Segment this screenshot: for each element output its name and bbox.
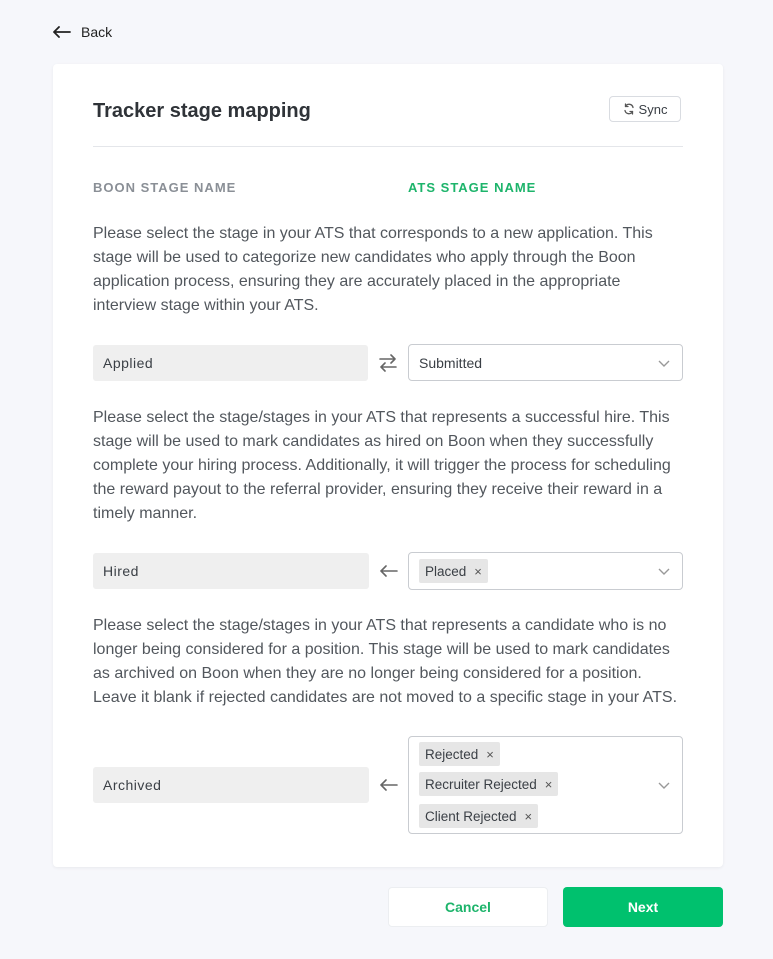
archived-description: Please select the stage/stages in your ATS that represents a candidate who is no longer being considered for a position. This stage will be used to mark candidates as archived on Boon when they are no longer being considered for a position. Leave it blank if rejected candidates are not moved to a specific stage in your ATS. xyxy=(93,617,678,706)
ats-stage-select-hired[interactable] xyxy=(408,552,683,590)
chevron-down-icon xyxy=(658,566,670,576)
chip-recruiter-rejected xyxy=(419,772,558,796)
next-button[interactable]: Next xyxy=(563,887,723,927)
swap-arrows-icon xyxy=(377,352,399,374)
chip-remove-icon[interactable]: × xyxy=(486,746,494,762)
sync-icon xyxy=(623,103,635,115)
boon-column-header: BOON STAGE NAME xyxy=(93,180,237,195)
boon-stage-applied: Applied xyxy=(93,345,368,381)
selected-value: Submitted xyxy=(419,354,483,371)
sync-button[interactable] xyxy=(609,96,681,122)
arrow-left-icon xyxy=(53,26,71,38)
back-label: Back xyxy=(81,24,113,40)
chip-client-rejected xyxy=(419,804,538,828)
ats-column-header: ATS STAGE NAME xyxy=(408,180,537,195)
chip-label: Placed xyxy=(425,563,467,579)
selected-chips xyxy=(419,559,488,583)
chevron-down-icon xyxy=(658,780,670,790)
header-divider xyxy=(93,146,683,147)
cancel-button[interactable]: Cancel xyxy=(388,887,548,927)
sync-label: Sync xyxy=(638,101,668,117)
selected-chips xyxy=(419,742,558,828)
page-title: Tracker stage mapping xyxy=(93,100,311,122)
chevron-down-icon xyxy=(658,358,670,368)
applied-description: Please select the stage in your ATS that corresponds to a new application. This stage will be used to categorize new candidates who apply through the Boon application process, ensuring they are accurately placed in the appropriate interview stage within your ATS. xyxy=(93,225,653,314)
chip-remove-icon[interactable]: × xyxy=(544,776,553,792)
back-link[interactable] xyxy=(53,24,112,40)
hired-description: Please select the stage/stages in your ATS that represents a successful hire. This stage will be used to mark candidates as hired on Boon when they successfully complete your hiring process. Additionally, it will trigger the process for scheduling the reward payout to the referral provider, ensuring they receive their reward in a timely manner. xyxy=(93,409,671,522)
boon-stage-hired: Hired xyxy=(93,553,369,589)
stage-mapping-card xyxy=(53,64,723,867)
chip-remove-icon[interactable]: × xyxy=(524,808,533,824)
ats-stage-select-archived[interactable] xyxy=(408,736,683,834)
boon-stage-archived: Archived xyxy=(93,767,369,803)
chip-label: Rejected xyxy=(425,746,479,762)
arrow-left-icon xyxy=(377,774,399,796)
chip-label: Recruiter Rejected xyxy=(425,776,537,792)
ats-stage-select-applied[interactable] xyxy=(408,344,683,381)
chip-rejected xyxy=(419,742,500,766)
chip-remove-icon[interactable]: × xyxy=(474,563,482,579)
arrow-left-icon xyxy=(377,560,399,582)
chip-label: Client Rejected xyxy=(425,808,517,824)
chip-placed xyxy=(419,559,488,583)
